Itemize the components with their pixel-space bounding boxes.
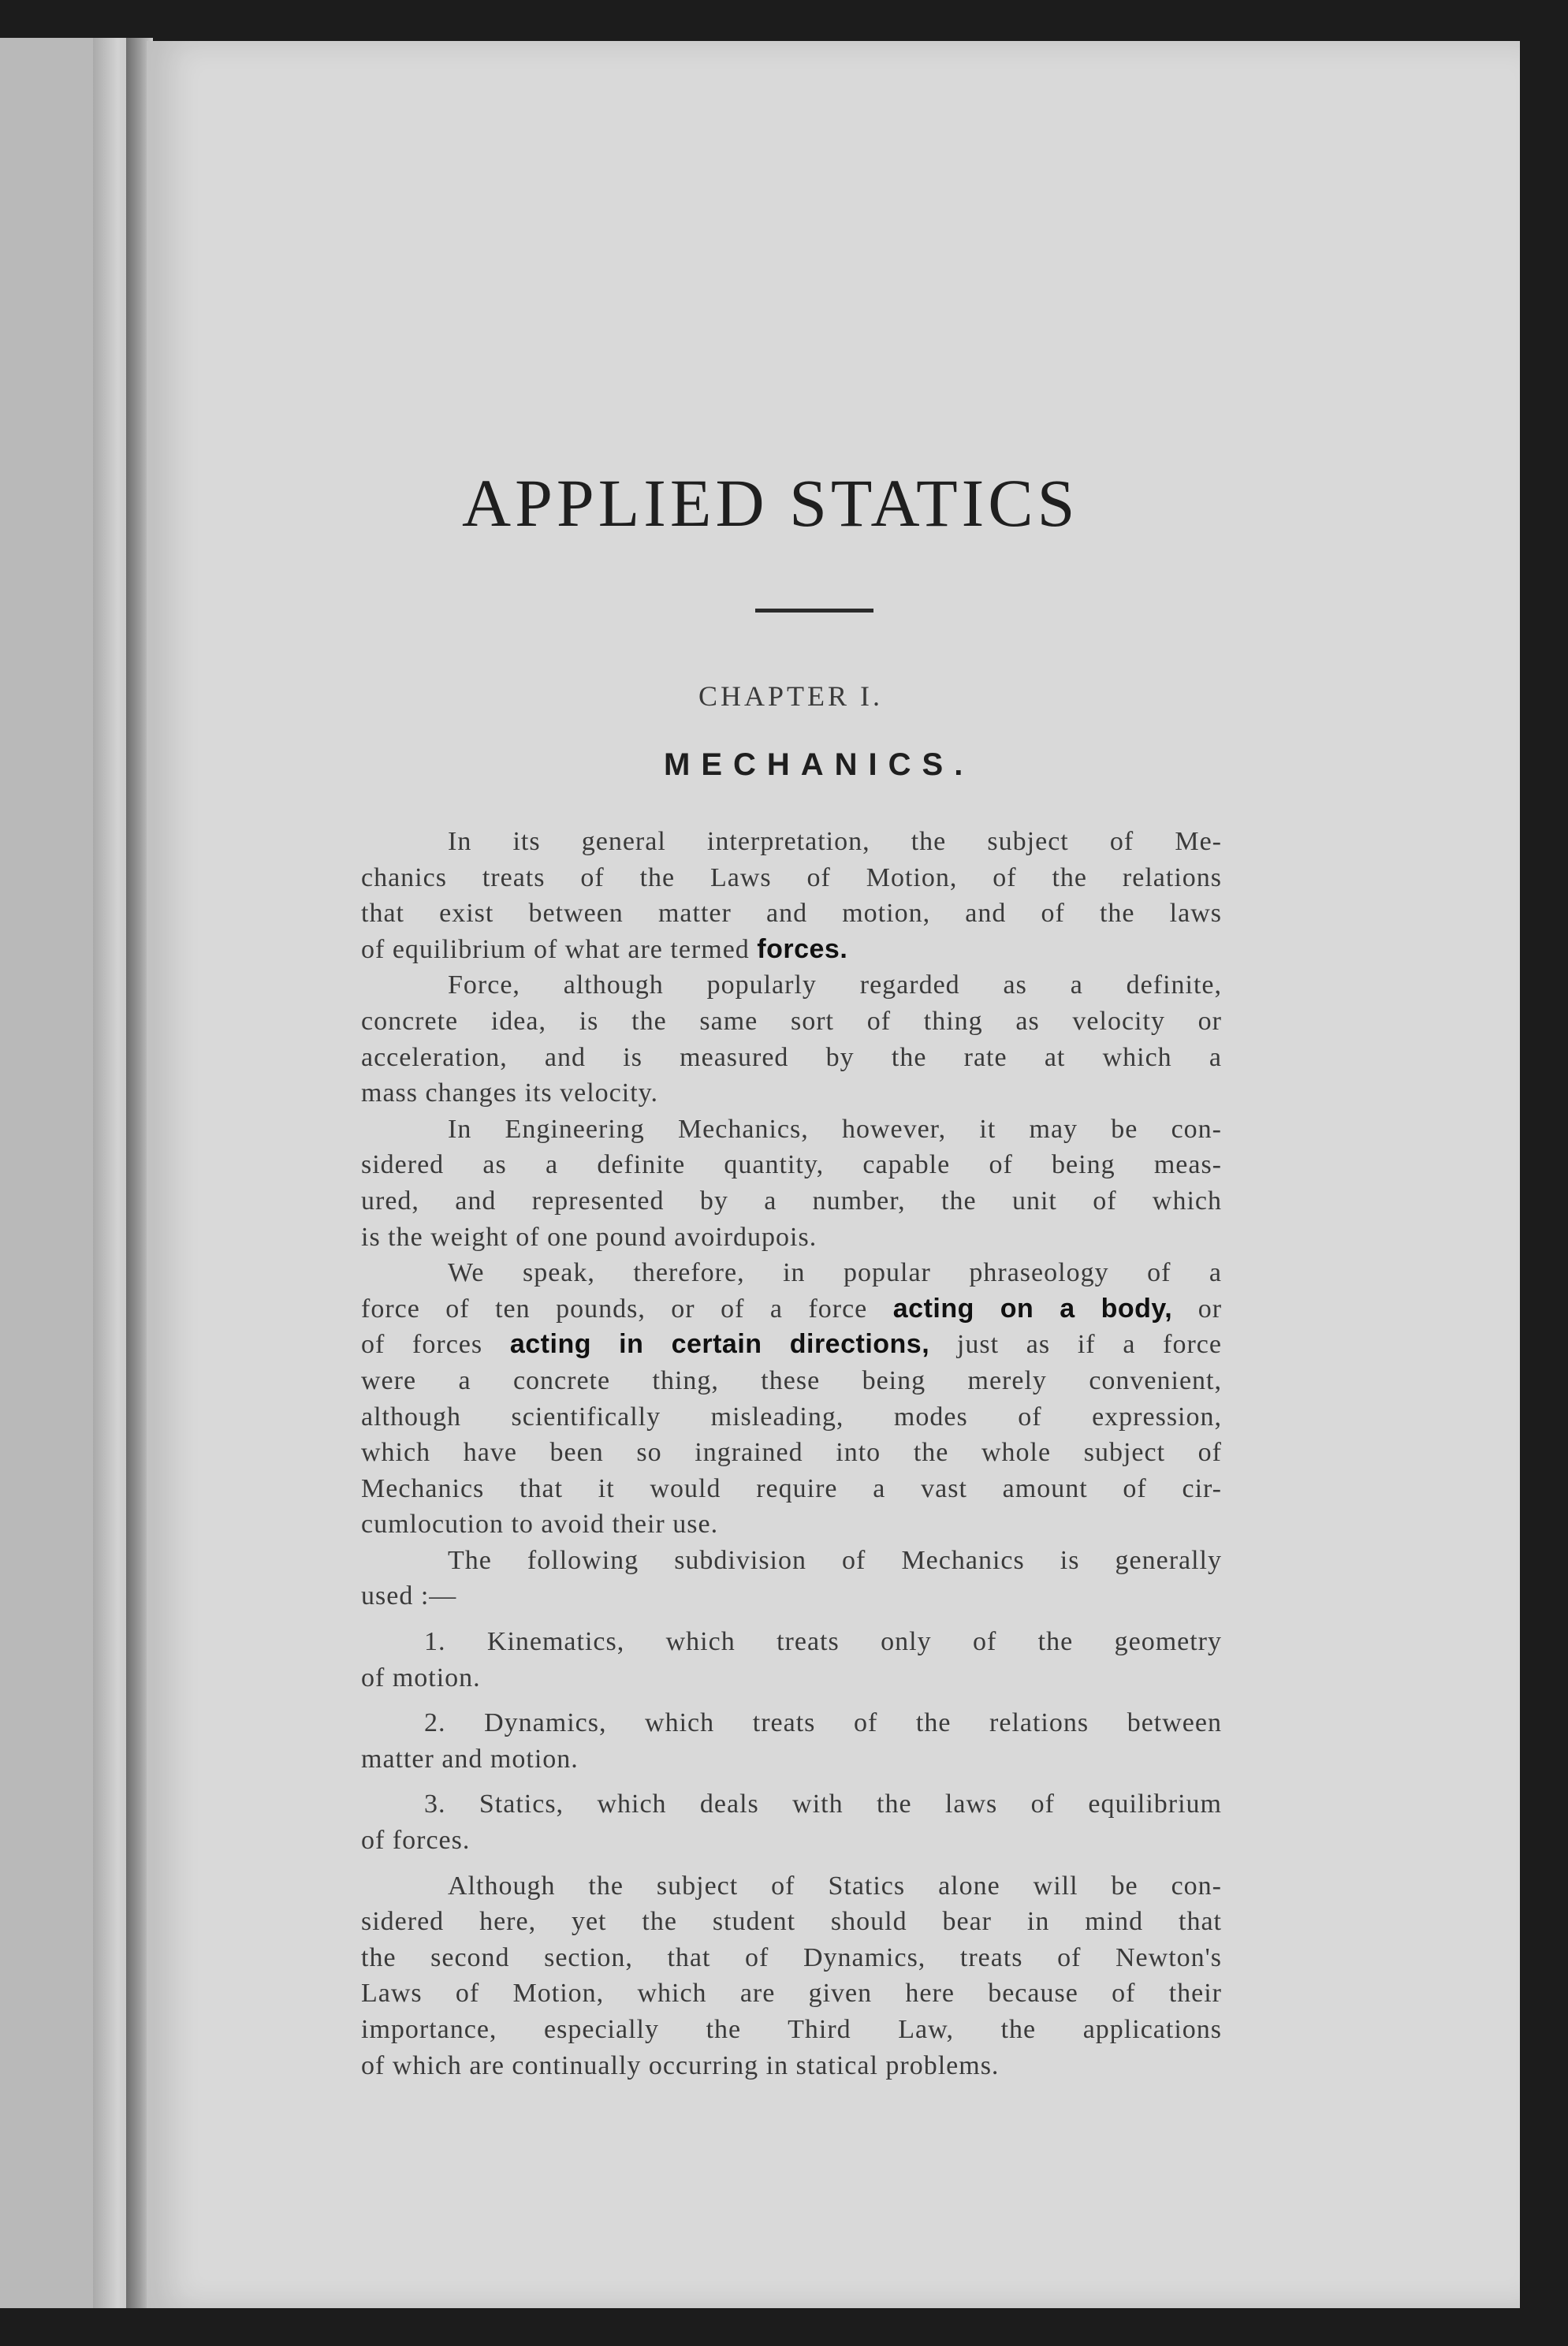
line-text: 2. Dynamics, which treats of the relations between (424, 1708, 1222, 1738)
line-text: 3. Statics, which deals with the laws of equilibrium (424, 1789, 1222, 1819)
text-line (361, 1291, 1222, 1328)
line-text: ured, and represented by a number, the unit of which (361, 1186, 1222, 1216)
line-text: Force, although popularly regarded as a definite, (448, 970, 1222, 1000)
text-line (361, 1471, 1222, 1507)
text-line (361, 1327, 1222, 1363)
line-text: mass changes its velocity. (361, 1078, 658, 1108)
line-text: acceleration, and is measured by the rate at which a (361, 1042, 1222, 1072)
line-text: In its general interpretation, the subject of Me- (448, 827, 1222, 856)
paragraph (361, 1112, 1222, 1255)
text-line (361, 1543, 1222, 1579)
paragraph (361, 1705, 1222, 1777)
paragraph (361, 967, 1222, 1111)
paragraph (361, 1255, 1222, 1543)
text-line (361, 1363, 1222, 1399)
paragraph-gap (361, 1696, 1222, 1705)
text-line (361, 1823, 1222, 1859)
line-text: The following subdivision of Mechanics is generally (448, 1545, 1222, 1575)
text-line (361, 1868, 1222, 1905)
text-line (361, 1220, 1222, 1256)
page-edge (1520, 32, 1568, 2318)
line-text: of forces (361, 1330, 510, 1360)
text-line (361, 1975, 1222, 2012)
line-text: Laws of Motion, which are given here because of their (361, 1979, 1222, 2009)
line-text: of which are continually occurring in statical problems. (361, 2050, 1000, 2080)
text-line (361, 2048, 1222, 2084)
text-line (361, 1147, 1222, 1183)
text-line (361, 1506, 1222, 1543)
line-text: of forces. (361, 1826, 471, 1856)
line-text: of equilibrium of what are termed (361, 934, 758, 964)
text-line (361, 896, 1222, 932)
line-text: Although the subject of Statics alone will be con- (448, 1871, 1222, 1901)
paragraph (361, 824, 1222, 967)
bold-term: acting in certain directions, (509, 1329, 930, 1360)
text-line (361, 1578, 1222, 1614)
line-text-after: or (1172, 1294, 1222, 1324)
title-rule (755, 609, 873, 613)
line-text: sidered here, yet the student should bear in mind that (361, 1907, 1222, 1937)
line-text: 1. Kinematics, which treats only of the geometry (424, 1627, 1222, 1657)
line-text: importance, especially the Third Law, the applications (361, 2015, 1222, 2044)
paragraph-gap (361, 1859, 1222, 1868)
line-text: of motion. (361, 1663, 481, 1692)
text-line (361, 1075, 1222, 1112)
section-heading: MECHANICS. (664, 747, 974, 782)
line-text: were a concrete thing, these being merely convenient, (361, 1365, 1222, 1395)
bold-term: acting on a body, (892, 1293, 1173, 1324)
text-line (361, 2012, 1222, 2048)
text-line (361, 1183, 1222, 1220)
text-line (361, 1255, 1222, 1291)
chapter-heading: CHAPTER I. (698, 680, 884, 712)
paragraph-gap (361, 1777, 1222, 1786)
text-line (361, 1940, 1222, 1976)
text-line (361, 860, 1222, 896)
text-line (361, 932, 1222, 968)
line-text: force of ten pounds, or of a force (361, 1294, 893, 1324)
line-text: Mechanics that it would require a vast amount of cir- (361, 1473, 1222, 1503)
text-line (361, 1399, 1222, 1436)
line-text: used :— (361, 1581, 457, 1611)
paragraph (361, 1786, 1222, 1858)
text-line (361, 1786, 1222, 1823)
text-line (361, 1660, 1222, 1696)
text-line (361, 1904, 1222, 1940)
text-line (361, 824, 1222, 860)
bold-term: forces. (757, 933, 848, 964)
text-line (361, 1705, 1222, 1741)
line-text: is the weight of one pound avoirdupois. (361, 1222, 818, 1252)
line-text: We speak, therefore, in popular phraseology of a (448, 1258, 1222, 1288)
text-line (361, 1040, 1222, 1076)
paragraph (361, 1624, 1222, 1696)
text-line (361, 1741, 1222, 1778)
line-text: sidered as a definite quantity, capable of being meas- (361, 1150, 1222, 1180)
body-text (361, 824, 1222, 2083)
line-text: chanics treats of the Laws of Motion, of the relations (361, 862, 1222, 892)
line-text: In Engineering Mechanics, however, it may be con- (448, 1114, 1222, 1144)
line-text: matter and motion. (361, 1744, 579, 1774)
text-line (361, 967, 1222, 1004)
text-line (361, 1435, 1222, 1471)
line-text: the second section, that of Dynamics, treats of Newton's (361, 1942, 1222, 1972)
line-text: which have been so ingrained into the whole subject of (361, 1438, 1222, 1468)
text-line (361, 1004, 1222, 1040)
line-text: although scientifically misleading, modes of expression, (361, 1402, 1222, 1432)
text-line (361, 1112, 1222, 1148)
paragraph (361, 1868, 1222, 2084)
line-text: cumlocution to avoid their use. (361, 1510, 719, 1540)
paragraph (361, 1543, 1222, 1614)
paragraph-gap (361, 1614, 1222, 1624)
line-text: concrete idea, is the same sort of thing as velocity or (361, 1006, 1222, 1036)
text-line (361, 1624, 1222, 1660)
line-text-after: just as if a force (929, 1330, 1222, 1360)
page-title: APPLIED STATICS (462, 465, 1079, 541)
line-text: that exist between matter and motion, and of the laws (361, 899, 1222, 929)
